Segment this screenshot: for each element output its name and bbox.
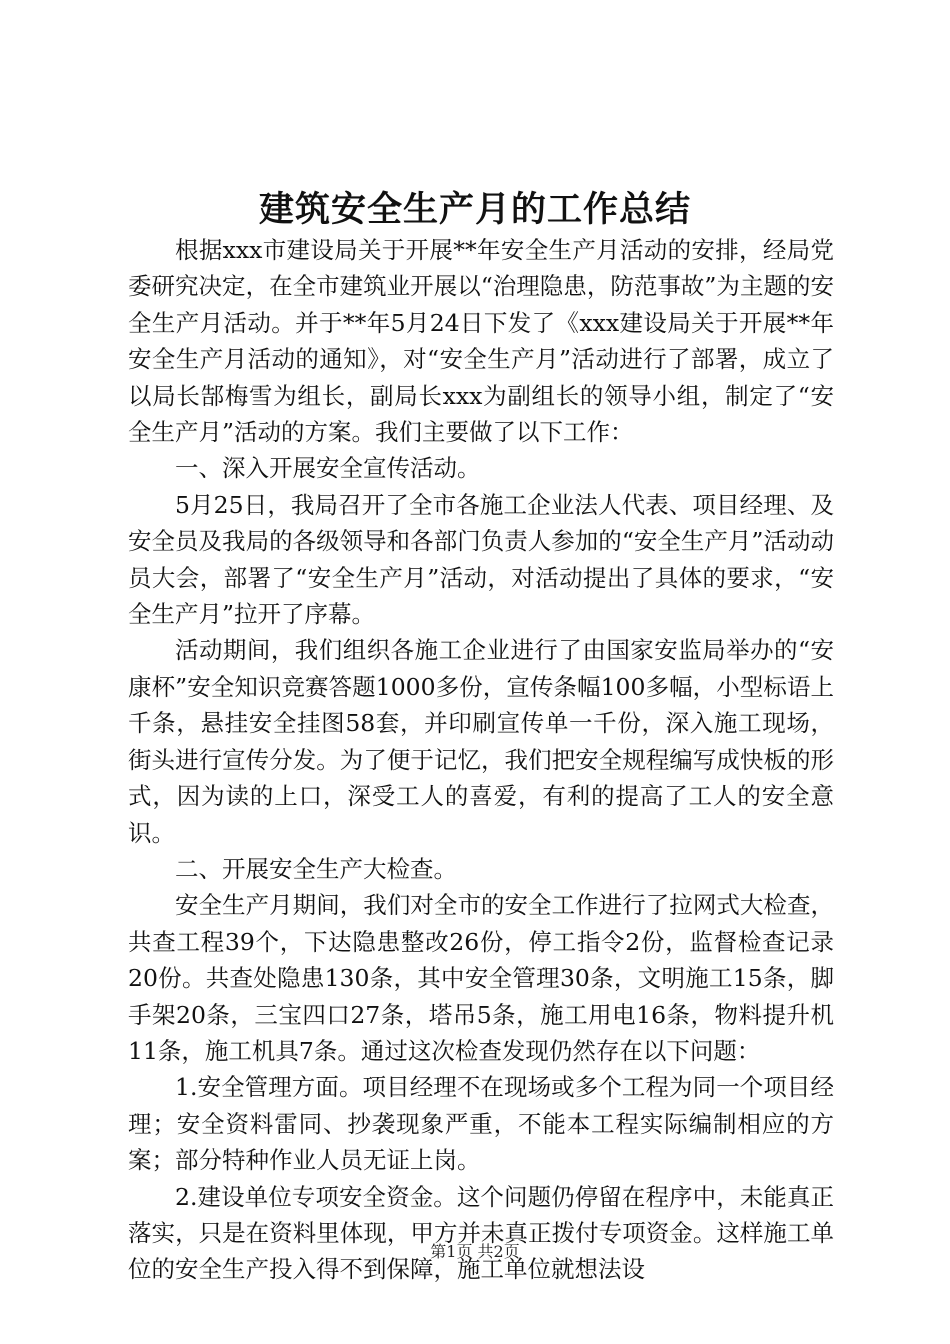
page-number-footer: 第1页 共2页 <box>430 1242 520 1261</box>
paragraph-issue-2: 2.建设单位专项安全资金。这个问题仍停留在程序中，未能真正落实，只是在资料里体现，甲方并未真正拨付专项资金。这样施工单位的安全生产投入得不到保障，施工单位就想法设 <box>128 1182 834 1284</box>
section-heading-1: 一、深入开展安全宣传活动。 <box>175 454 481 483</box>
section-heading-2: 二、开展安全生产大检查。 <box>175 854 457 883</box>
document-title: 建筑安全生产月的工作总结 <box>258 189 691 230</box>
paragraph-issue-1: 1.安全管理方面。项目经理不在现场或多个工程为同一个项目经理；安全资料雷同、抄袭现象严重，不能本工程实际编制相应的方案；部分特种作业人员无证上岗。 <box>128 1073 834 1175</box>
paragraph-inspection: 安全生产月期间，我们对全市的安全工作进行了拉网式大检查，共查工程39个，下达隐患整改26份，停工指令2份，监督检查记录20份。共查处隐患130条，其中安全管理30条，文明施工15条，脚手架20条，三宝四口27条，塔吊5条，施工用电16条，物料提升机11条，施工机具7条。通过这次检查发现仍然存在以下问题： <box>128 891 834 1065</box>
paragraph-activities: 活动期间，我们组织各施工企业进行了由国家安监局举办的“安康杯”安全知识竞赛答题1000多份，宣传条幅100多幅，小型标语上千条，悬挂安全挂图58套，并印刷宣传单一千份，深入施工现场，街头进行宣传分发。为了便于记忆，我们把安全规程编写成快板的形式，因为读的上口，深受工人的喜爱，有利的提高了工人的安全意识。 <box>128 636 834 847</box>
paragraph-mobilization: 5月25日，我局召开了全市各施工企业法人代表、项目经理、及安全员及我局的各级领导和各部门负责人参加的“安全生产月”活动动员大会，部署了“安全生产月”活动，对活动提出了具体的要求，“安全生产月”拉开了序幕。 <box>128 490 834 629</box>
paragraph-intro: 根据xxx市建设局关于开展**年安全生产月活动的安排，经局党委研究决定，在全市建筑业开展以“治理隐患，防范事故”为主题的安全生产月活动。并于**年5月24日下发了《xxx建设局关于开展**年安全生产月活动的通知》，对“安全生产月”活动进行了部署，成立了以局长郜梅雪为组长，副局长xxx为副组长的领导小组，制定了“安全生产月”活动的方案。我们主要做了以下工作： <box>128 236 834 447</box>
document-body <box>128 232 834 1288</box>
